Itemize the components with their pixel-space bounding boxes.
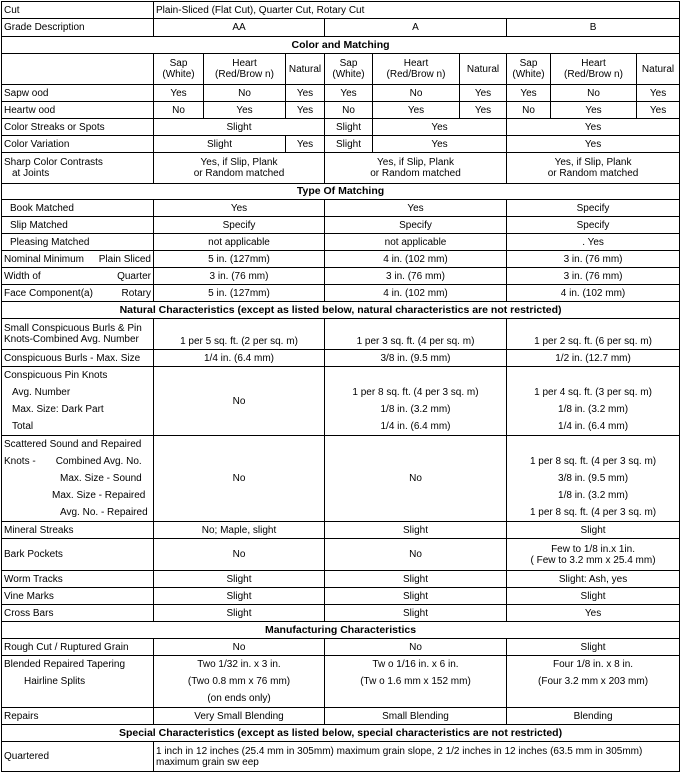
row-label: Face Component(a) Rotary <box>2 285 154 302</box>
row-scattered <box>2 436 680 522</box>
cut-value: Plain-Sliced (Flat Cut), Quarter Cut, Rotary Cut <box>154 2 680 19</box>
row-width <box>2 268 680 285</box>
row-label: Nominal Minimum Plain Sliced <box>2 251 154 268</box>
cell: Specify <box>325 217 507 234</box>
sub-heart-a: Heart (Red/Brow n) <box>373 54 460 85</box>
row-label: Vine Marks <box>2 588 154 605</box>
cell: Slight <box>154 605 325 622</box>
row-mineral <box>2 522 680 539</box>
row-pin-knots <box>2 367 680 436</box>
sub-heart-aa: Heart (Red/Brow n) <box>204 54 286 85</box>
cell: Tw o 1/16 in. x 6 in. (Tw o 1.6 mm x 152 mm) <box>325 656 507 708</box>
cell: 1/4 in. (6.4 mm) <box>154 350 325 367</box>
cell: Yes <box>286 85 325 102</box>
section-matching: Type Of Matching <box>2 184 680 200</box>
row-label: Scattered Sound and Repaired Knots - Combined Avg. No. Max. Size - Sound Max. Size - Repaired Avg. No. - Repaired <box>2 436 154 522</box>
cell: Yes <box>507 85 551 102</box>
cell: Yes <box>204 102 286 119</box>
cell: No <box>507 102 551 119</box>
row-label: Worm Tracks <box>2 571 154 588</box>
row-label: Sapw ood <box>2 85 154 102</box>
cell: Yes <box>373 119 507 136</box>
cell: No <box>154 367 325 436</box>
cell: Yes <box>551 102 637 119</box>
cell: No <box>551 85 637 102</box>
cell: Slight <box>325 571 507 588</box>
cell: Yes <box>460 85 507 102</box>
row-label: Pleasing Matched <box>2 234 154 251</box>
cell: Slight <box>154 571 325 588</box>
cell: 1 per 2 sq. ft. (6 per sq. m) <box>507 319 680 350</box>
row-streaks <box>2 119 680 136</box>
cell: Yes <box>637 102 680 119</box>
row-label: Slip Matched <box>2 217 154 234</box>
row-cross <box>2 605 680 622</box>
cell: 4 in. (102 mm) <box>325 251 507 268</box>
cell: 3 in. (76 mm) <box>507 251 680 268</box>
cell: Yes <box>325 200 507 217</box>
cell: Specify <box>507 217 680 234</box>
section-natural: Natural Characteristics (except as listed below, natural characteristics are not restricted) <box>2 302 680 319</box>
cell: Slight <box>325 136 373 153</box>
grade-a: A <box>325 19 507 37</box>
cell: No <box>154 639 325 656</box>
blank-cell <box>2 54 154 85</box>
cell: No <box>325 102 373 119</box>
row-label: Color Streaks or Spots <box>2 119 154 136</box>
sub-heart-b: Heart (Red/Brow n) <box>551 54 637 85</box>
cell: 3 in. (76 mm) <box>325 268 507 285</box>
cell: Yes <box>460 102 507 119</box>
row-worm <box>2 571 680 588</box>
section-manufacturing: Manufacturing Characteristics <box>2 622 680 639</box>
cell: Very Small Blending <box>154 708 325 725</box>
cell: Yes <box>154 200 325 217</box>
cell: Slight <box>325 522 507 539</box>
row-blended <box>2 656 680 708</box>
grade-b: B <box>507 19 680 37</box>
cell: 1 per 8 sq. ft. (4 per 3 sq. m) 3/8 in. (9.5 mm) 1/8 in. (3.2 mm) 1 per 8 sq. ft. (4 per 3 sq. m) <box>507 436 680 522</box>
cell: . Yes <box>507 234 680 251</box>
sub-sap-a: Sap (White) <box>325 54 373 85</box>
cell: Yes <box>507 605 680 622</box>
sub-sap-b: Sap (White) <box>507 54 551 85</box>
cell: not applicable <box>154 234 325 251</box>
row-bark <box>2 539 680 571</box>
cell: 1 per 3 sq. ft. (4 per sq. m) <box>325 319 507 350</box>
row-label: Book Matched <box>2 200 154 217</box>
row-contrasts <box>2 153 680 184</box>
row-consp-burls <box>2 350 680 367</box>
cell: Yes <box>507 119 680 136</box>
cell: Yes <box>154 85 204 102</box>
cell: not applicable <box>325 234 507 251</box>
cell: 3 in. (76 mm) <box>507 268 680 285</box>
section-color: Color and Matching <box>2 37 680 54</box>
cell: Small Blending <box>325 708 507 725</box>
grade-table <box>1 1 680 772</box>
cell: Yes <box>325 85 373 102</box>
cell: Yes <box>637 85 680 102</box>
sub-sap-aa: Sap (White) <box>154 54 204 85</box>
cell: Slight <box>507 522 680 539</box>
cell: No <box>325 436 507 522</box>
row-label: Repairs <box>2 708 154 725</box>
cell: 1 per 8 sq. ft. (4 per 3 sq. m) 1/8 in. (3.2 mm) 1/4 in. (6.4 mm) <box>325 367 507 436</box>
cell: 3 in. (76 mm) <box>154 268 325 285</box>
cell: No <box>325 539 507 571</box>
cell: Slight <box>325 605 507 622</box>
row-label: Conspicuous Burls - Max. Size <box>2 350 154 367</box>
sub-natural-b: Natural <box>637 54 680 85</box>
row-label: Quartered <box>2 742 154 772</box>
cell: Yes, if Slip, Plank or Random matched <box>325 153 507 184</box>
cell: No <box>154 436 325 522</box>
cell: Blending <box>507 708 680 725</box>
cell: 1/2 in. (12.7 mm) <box>507 350 680 367</box>
cell: Slight <box>325 119 373 136</box>
cell: Two 1/32 in. x 3 in. (Two 0.8 mm x 76 mm) (on ends only) <box>154 656 325 708</box>
cell: No; Maple, slight <box>154 522 325 539</box>
row-face <box>2 285 680 302</box>
cell: Yes, if Slip, Plank or Random matched <box>154 153 325 184</box>
row-slip <box>2 217 680 234</box>
cell: Yes <box>373 102 460 119</box>
row-small-burls <box>2 319 680 350</box>
cell: Yes <box>286 102 325 119</box>
row-pleasing <box>2 234 680 251</box>
cell: Slight: Ash, yes <box>507 571 680 588</box>
cell: Slight <box>154 136 286 153</box>
row-quartered <box>2 742 680 772</box>
cell: Slight <box>507 588 680 605</box>
row-nominal <box>2 251 680 268</box>
cell: 1 per 4 sq. ft. (3 per sq. m) 1/8 in. (3.2 mm) 1/4 in. (6.4 mm) <box>507 367 680 436</box>
grade-aa: AA <box>154 19 325 37</box>
row-label: Bark Pockets <box>2 539 154 571</box>
row-label: Small Conspicuous Burls & Pin Knots-Combined Avg. Number <box>2 319 154 350</box>
cell: 3/8 in. (9.5 mm) <box>325 350 507 367</box>
cell: 4 in. (102 mm) <box>507 285 680 302</box>
cell: Yes, if Slip, Plank or Random matched <box>507 153 680 184</box>
row-book <box>2 200 680 217</box>
cell: Slight <box>154 119 325 136</box>
row-label: Color Variation <box>2 136 154 153</box>
cell: No <box>325 639 507 656</box>
cell: 5 in. (127mm) <box>154 251 325 268</box>
cell: No <box>373 85 460 102</box>
row-repairs <box>2 708 680 725</box>
row-variation <box>2 136 680 153</box>
row-vine <box>2 588 680 605</box>
cell: No <box>154 539 325 571</box>
row-label: Rough Cut / Ruptured Grain <box>2 639 154 656</box>
section-special: Special Characteristics (except as listed below, special characteristics are not restricted) <box>2 725 680 742</box>
cell: Few to 1/8 in.x 1in. ( Few to 3.2 mm x 25.4 mm) <box>507 539 680 571</box>
cut-label: Cut <box>2 2 154 19</box>
cell: Slight <box>507 639 680 656</box>
row-label: Sharp Color Contrasts at Joints <box>2 153 154 184</box>
row-label: Heartw ood <box>2 102 154 119</box>
cell: 4 in. (102 mm) <box>325 285 507 302</box>
cell: Four 1/8 in. x 8 in. (Four 3.2 mm x 203 mm) <box>507 656 680 708</box>
cell: No <box>204 85 286 102</box>
cell: Specify <box>507 200 680 217</box>
row-label: Blended Repaired Tapering Hairline Splits <box>2 656 154 708</box>
row-sapwood <box>2 85 680 102</box>
cell: Yes <box>373 136 507 153</box>
sub-natural-aa: Natural <box>286 54 325 85</box>
cell: 1 per 5 sq. ft. (2 per sq. m) <box>154 319 325 350</box>
row-label: Conspicuous Pin Knots Avg. Number Max. Size: Dark Part Total <box>2 367 154 436</box>
cell: Yes <box>286 136 325 153</box>
cell: Slight <box>325 588 507 605</box>
row-label: Mineral Streaks <box>2 522 154 539</box>
row-label: Width of Quarter <box>2 268 154 285</box>
row-heartwood <box>2 102 680 119</box>
grade-label: Grade Description <box>2 19 154 37</box>
cell: No <box>154 102 204 119</box>
cell: Slight <box>154 588 325 605</box>
row-rough <box>2 639 680 656</box>
row-label: Cross Bars <box>2 605 154 622</box>
cell: 5 in. (127mm) <box>154 285 325 302</box>
cell: Specify <box>154 217 325 234</box>
cell: 1 inch in 12 inches (25.4 mm in 305mm) maximum grain slope, 2 1/2 inches in 12 inches (63.5 mm in 305mm) maximum grain sw eep <box>154 742 680 772</box>
cell: Yes <box>507 136 680 153</box>
sub-natural-a: Natural <box>460 54 507 85</box>
